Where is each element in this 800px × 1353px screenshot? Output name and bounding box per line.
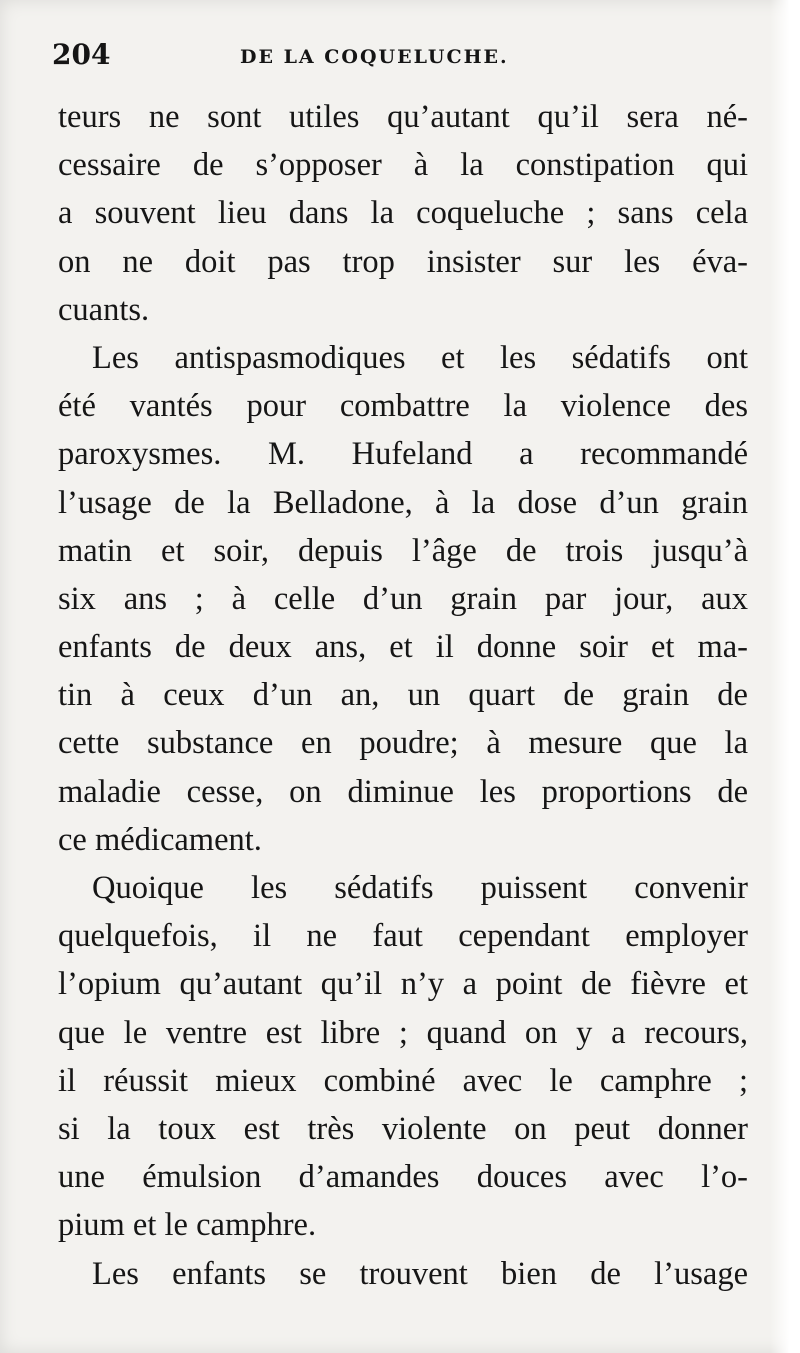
text-line: ce médicament.	[58, 821, 262, 858]
body-text	[58, 93, 748, 1298]
text-line: paroxysmes. M. Hufeland a recommandé	[58, 436, 748, 473]
running-title: DE LA COQUELUCHE.	[240, 46, 509, 68]
text-line: matin et soir, depuis l’âge de trois jusqu’à	[58, 532, 748, 569]
text-line: Les enfants se trouvent bien de l’usage	[92, 1255, 748, 1292]
text-line: cessaire de s’opposer à la constipation qui	[58, 147, 748, 184]
page-header	[52, 38, 752, 78]
page-number: 204	[52, 38, 111, 71]
text-line: teurs ne sont utiles qu’autant qu’il sera né-	[58, 99, 748, 135]
text-line: maladie cesse, on diminue les proportions de	[58, 773, 748, 810]
text-line: on ne doit pas trop insister sur les éva-	[58, 243, 748, 280]
text-line: tin à ceux d’un an, un quart de grain de	[58, 677, 748, 714]
text-line: Quoique les sédatifs puissent convenir	[92, 870, 748, 906]
text-line: cuants.	[58, 291, 150, 328]
text-line: une émulsion d’amandes douces avec l’o-	[58, 1159, 748, 1196]
text-line: l’usage de la Belladone, à la dose d’un grain	[58, 484, 748, 521]
text-line: cette substance en poudre; à mesure que la	[58, 725, 748, 762]
text-line: a souvent lieu dans la coqueluche ; sans cela	[58, 195, 748, 232]
text-line: l’opium qu’autant qu’il n’y a point de fièvre et	[58, 966, 748, 1003]
text-line: enfants de deux ans, et il donne soir et ma-	[58, 629, 748, 666]
text-line: pium et le camphre.	[58, 1207, 317, 1244]
text-line: quelquefois, il ne faut cependant employer	[58, 918, 748, 955]
text-line: six ans ; à celle d’un grain par jour, aux	[58, 580, 748, 617]
text-line: que le ventre est libre ; quand on y a recours,	[58, 1014, 748, 1051]
text-line: il réussit mieux combiné avec le camphre ;	[58, 1062, 748, 1099]
text-line: été vantés pour combattre la violence des	[58, 388, 748, 425]
text-line: si la toux est très violente on peut donner	[58, 1110, 748, 1147]
text-line: Les antispasmodiques et les sédatifs ont	[92, 339, 748, 376]
page-edge	[770, 0, 800, 1353]
